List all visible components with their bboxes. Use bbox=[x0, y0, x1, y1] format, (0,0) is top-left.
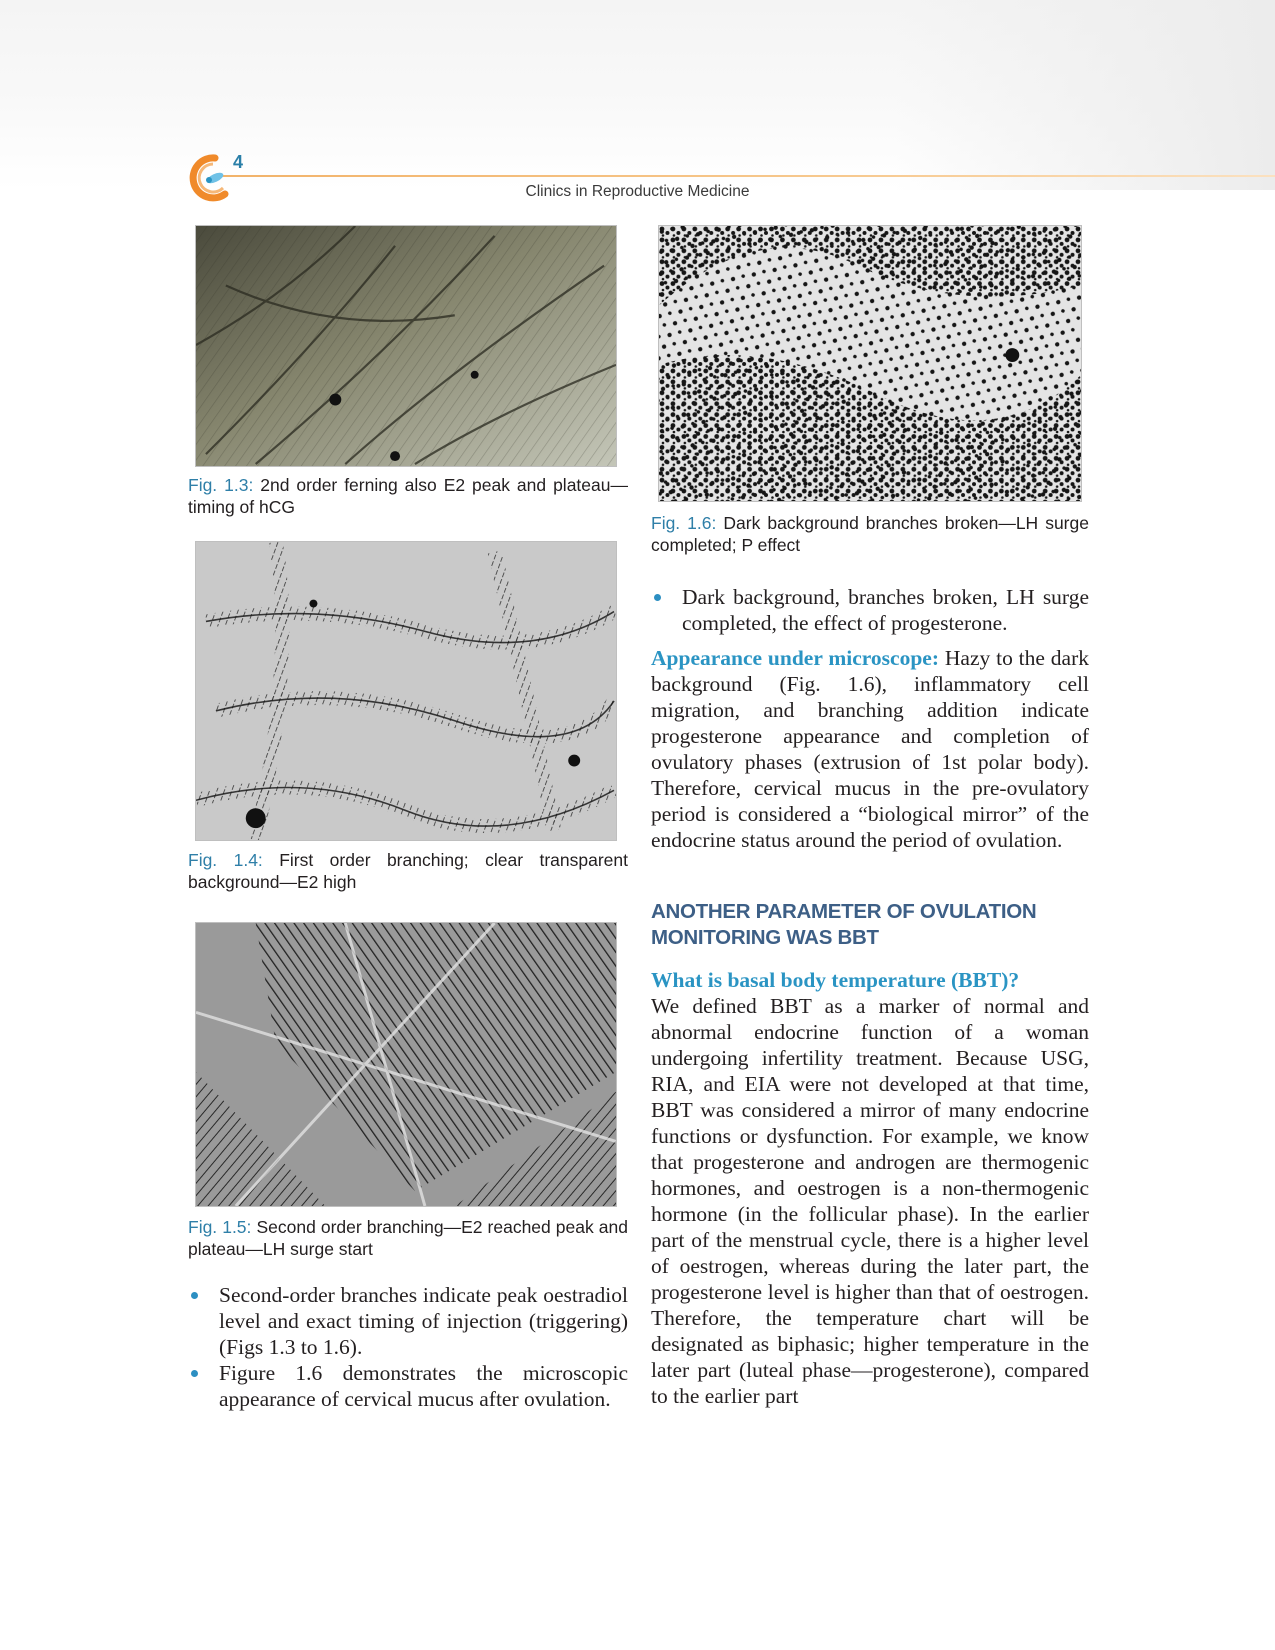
figure-1-3-caption-text: 2nd order ferning also E2 peak and plateau—timing of hCG bbox=[188, 475, 628, 517]
right-bullet-list bbox=[651, 584, 1089, 636]
figure-1-4-caption-text: First order branching; clear transparent background—E2 high bbox=[188, 850, 628, 892]
figure-1-5-caption bbox=[188, 1216, 628, 1260]
figure-1-4-image bbox=[195, 541, 617, 841]
running-head: Clinics in Reproductive Medicine bbox=[525, 183, 750, 200]
appearance-text: Hazy to the dark background (Fig. 1.6), inflammatory cell migration, and branching addition indicate progesterone appearance and completion of ovulatory phases (extrusion of 1st polar body). Therefore, cervical mucus in the pre-ovulatory period is considered a “biological mirror” of the endocrine status around the period of ovulation. bbox=[651, 646, 1089, 852]
appearance-paragraph bbox=[651, 645, 1089, 853]
figure-1-5-caption-text: Second order branching—E2 reached peak and plateau—LH surge start bbox=[188, 1217, 628, 1259]
list-item: Dark background, branches broken, LH surge completed, the effect of progesterone. bbox=[651, 584, 1089, 636]
list-item: Second-order branches indicate peak oestradiol level and exact timing of injection (triggering) (Figs 1.3 to 1.6). bbox=[188, 1282, 628, 1360]
figure-1-6-caption-text: Dark background branches broken—LH surge completed; P effect bbox=[651, 513, 1089, 555]
page-number: 4 bbox=[233, 152, 244, 172]
bbt-paragraph: We defined BBT as a marker of normal and abnormal endocrine function of a woman undergoing infertility treatment. Because USG, RIA, and EIA were not developed at that time, BBT was considered a mirror of many endocrine functions or dysfunction. For example, we know that progesterone and androgen are thermogenic hormones, and oestrogen is a non-thermogenic hormone (in the follicular phase). In the earlier part of the menstrual cycle, there is a higher level of oestrogen, whereas during the later part, the progesterone level is higher than that of oestrogen. Therefore, the temperature chart will be designated as biphasic; higher temperature in the later part (luteal phase—progesterone), compared to the earlier part bbox=[651, 994, 1089, 1408]
figure-1-4-caption bbox=[188, 849, 628, 893]
figure-1-3-label: Fig. 1.3: bbox=[188, 475, 254, 495]
figure-1-4-label: Fig. 1.4: bbox=[188, 850, 263, 870]
section-heading: ANOTHER PARAMETER OF OVULATION MONITORING WAS BBT bbox=[651, 900, 1037, 949]
figure-1-5-label: Fig. 1.5: bbox=[188, 1217, 252, 1237]
figure-1-6-caption bbox=[651, 512, 1089, 556]
figure-1-3-image bbox=[195, 225, 617, 467]
page-header-shade-right bbox=[895, 0, 1275, 190]
left-bullet-list bbox=[188, 1282, 628, 1412]
appearance-run-in-heading: Appearance under microscope: bbox=[651, 646, 940, 670]
figure-1-6-image bbox=[658, 225, 1082, 502]
figure-1-3-caption bbox=[188, 474, 628, 518]
figure-1-6-label: Fig. 1.6: bbox=[651, 513, 717, 533]
list-item: Figure 1.6 demonstrates the microscopic appearance of cervical mucus after ovulation. bbox=[188, 1360, 628, 1412]
figure-1-5-image bbox=[195, 922, 617, 1207]
bbt-subheading: What is basal body temperature (BBT)? bbox=[651, 968, 1020, 992]
header-rule bbox=[220, 175, 1275, 177]
